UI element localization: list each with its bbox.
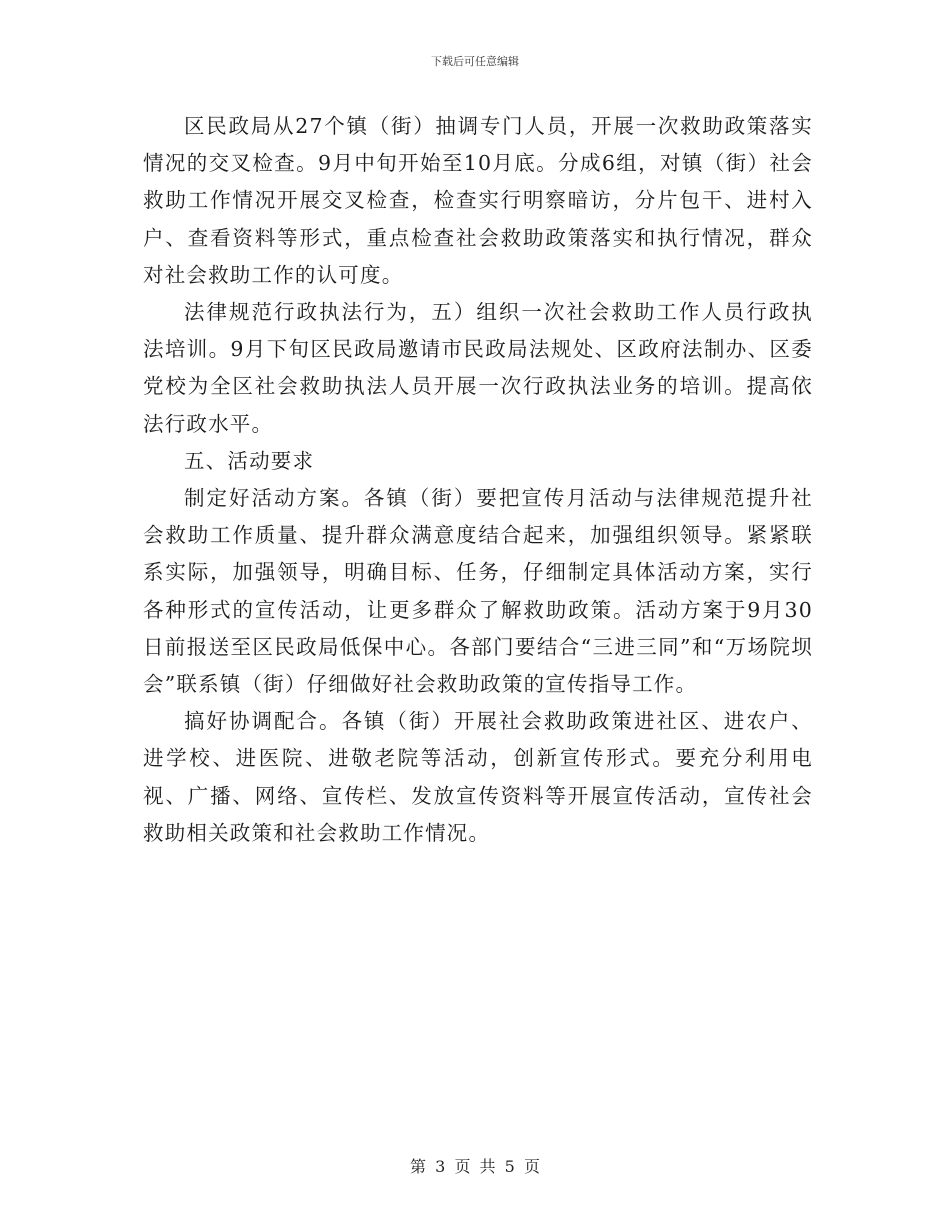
page-number-footer <box>0 1154 950 1177</box>
paragraph-activity-plan: 制定好活动方案。各镇（街）要把宣传月活动与法律规范提升社会救助工作质量、提升群众满意度结合起来，加强组织领导。紧紧联系实际，加强领导，明确目标、任务，仔细制定具体活动方案，实行各种形式的宣传活动，让更多群众了解救助政策。活动方案于9月30日前报送至区民政局低保中心。各部门要结合“三进三同”和“万场院坝会”联系镇（街）仔细做好社会救助政策的宣传指导工作。 <box>143 486 813 697</box>
page-header-note: 下载后可任意编辑 <box>431 55 519 68</box>
footer-page-word: 页 <box>454 1157 471 1176</box>
footer-total-pages: 5 <box>504 1157 515 1176</box>
footer-prefix: 第 <box>410 1157 427 1176</box>
footer-suffix: 页 <box>523 1157 540 1176</box>
document-body <box>143 108 813 852</box>
paragraph-cross-inspection: 区民政局从27个镇（街）抽调专门人员，开展一次救助政策落实情况的交叉检查。9月中旬开始至10月底。分成6组，对镇（街）社会救助工作情况开展交叉检查，检查实行明察暗访，分片包干、进村入户、查看资料等形式，重点检查社会救助政策落实和执行情况，群众对社会救助工作的认可度。 <box>143 114 813 287</box>
footer-current-page: 3 <box>435 1157 446 1176</box>
paragraph-law-enforcement-training: 法律规范行政执法行为，五）组织一次社会救助工作人员行政执法培训。9月下旬区民政局邀请市民政局法规处、区政府法制办、区委党校为全区社会救助执法人员开展一次行政执法业务的培训。提高依法行政水平。 <box>143 300 813 436</box>
section-heading-activity-requirements: 五、活动要求 <box>184 448 315 473</box>
footer-total-word: 共 <box>479 1157 496 1176</box>
paragraph-coordination: 搞好协调配合。各镇（街）开展社会救助政策进社区、进农户、进学校、进医院、进敬老院等活动，创新宣传形式。要充分利用电视、广播、网络、宣传栏、发放宣传资料等开展宣传活动，宣传社会救助相关政策和社会救助工作情况。 <box>143 709 813 845</box>
